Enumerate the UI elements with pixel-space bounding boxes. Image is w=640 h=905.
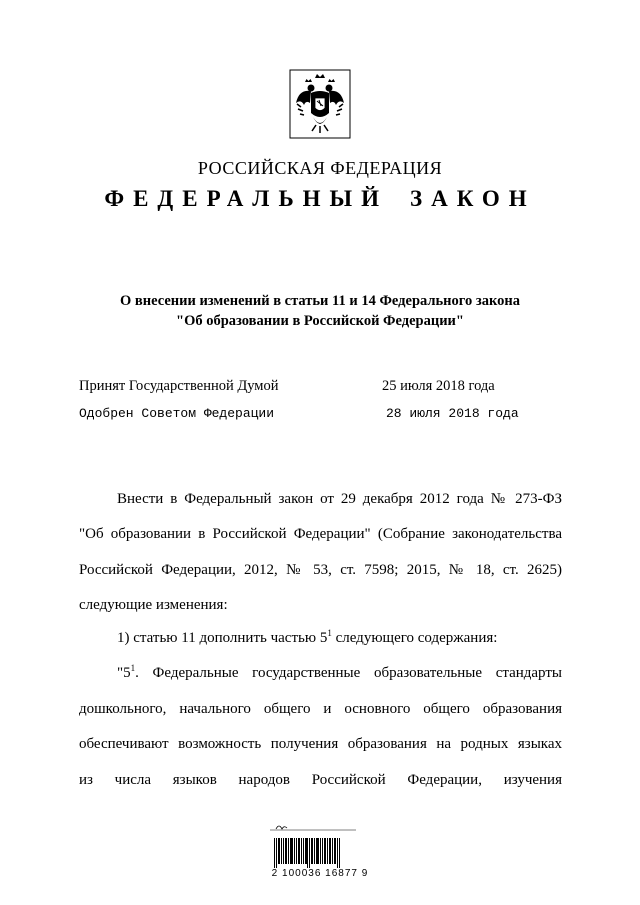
paragraph-1-line-1: Внести в Федеральный закон от 29 декабря 2012 года № 273-ФЗ: [117, 491, 562, 507]
quote-line-3: обеспечивают возможность получения образования на родных языках: [79, 736, 562, 752]
quote-superscript: 1: [130, 663, 136, 673]
paragraph-1-line-3: Российской Федерации, 2012, № 53, ст. 7598; 2015, № 18, ст. 2625): [79, 562, 562, 578]
paragraph-1-line-2: "Об образовании в Российской Федерации" (Собрание законодательства: [79, 526, 562, 542]
country-name: РОССИЙСКАЯ ФЕДЕРАЦИЯ: [197, 158, 443, 178]
quote-line-4: из числа языков народов Российской Федерации, изучения: [79, 772, 562, 788]
barcode-number: 2 100036 16877 9: [271, 868, 369, 879]
item-1-text: 1) статью 11 дополнить частью 5: [117, 630, 328, 646]
document-type: [0, 186, 640, 212]
adoption-label-council: Одобрен Советом Федерации: [79, 406, 275, 421]
item-1: [117, 630, 497, 647]
paragraph-1-line-4: следующие изменения:: [79, 597, 228, 613]
coat-of-arms-icon: [289, 69, 351, 139]
adoption-date-council: 28 июля 2018 года: [386, 406, 519, 421]
adoption-date-duma: 25 июля 2018 года: [382, 378, 495, 394]
quote-number: "5: [117, 665, 131, 681]
law-title-line-2: "Об образовании в Российской Федерации": [176, 313, 464, 329]
item-1-text-end: следующего содержания:: [331, 630, 498, 646]
barcode-icon: [274, 838, 342, 868]
quote-line-1: [117, 665, 562, 682]
adoption-label-duma: Принят Государственной Думой: [79, 378, 279, 394]
item-1-superscript: 1: [327, 628, 332, 638]
law-title-line-1: О внесении изменений в статьи 11 и 14 Федерального закона: [120, 293, 520, 309]
quote-line-1-text: . Федеральные государственные образовательные стандарты: [135, 665, 562, 681]
document-type-word-1: ФЕДЕРАЛЬНЫЙ: [104, 186, 389, 211]
handwritten-mark-icon: [268, 823, 358, 831]
document-type-word-2: ЗАКОН: [410, 186, 536, 211]
quote-line-2: дошкольного, начального общего и основного общего образования: [79, 701, 562, 717]
